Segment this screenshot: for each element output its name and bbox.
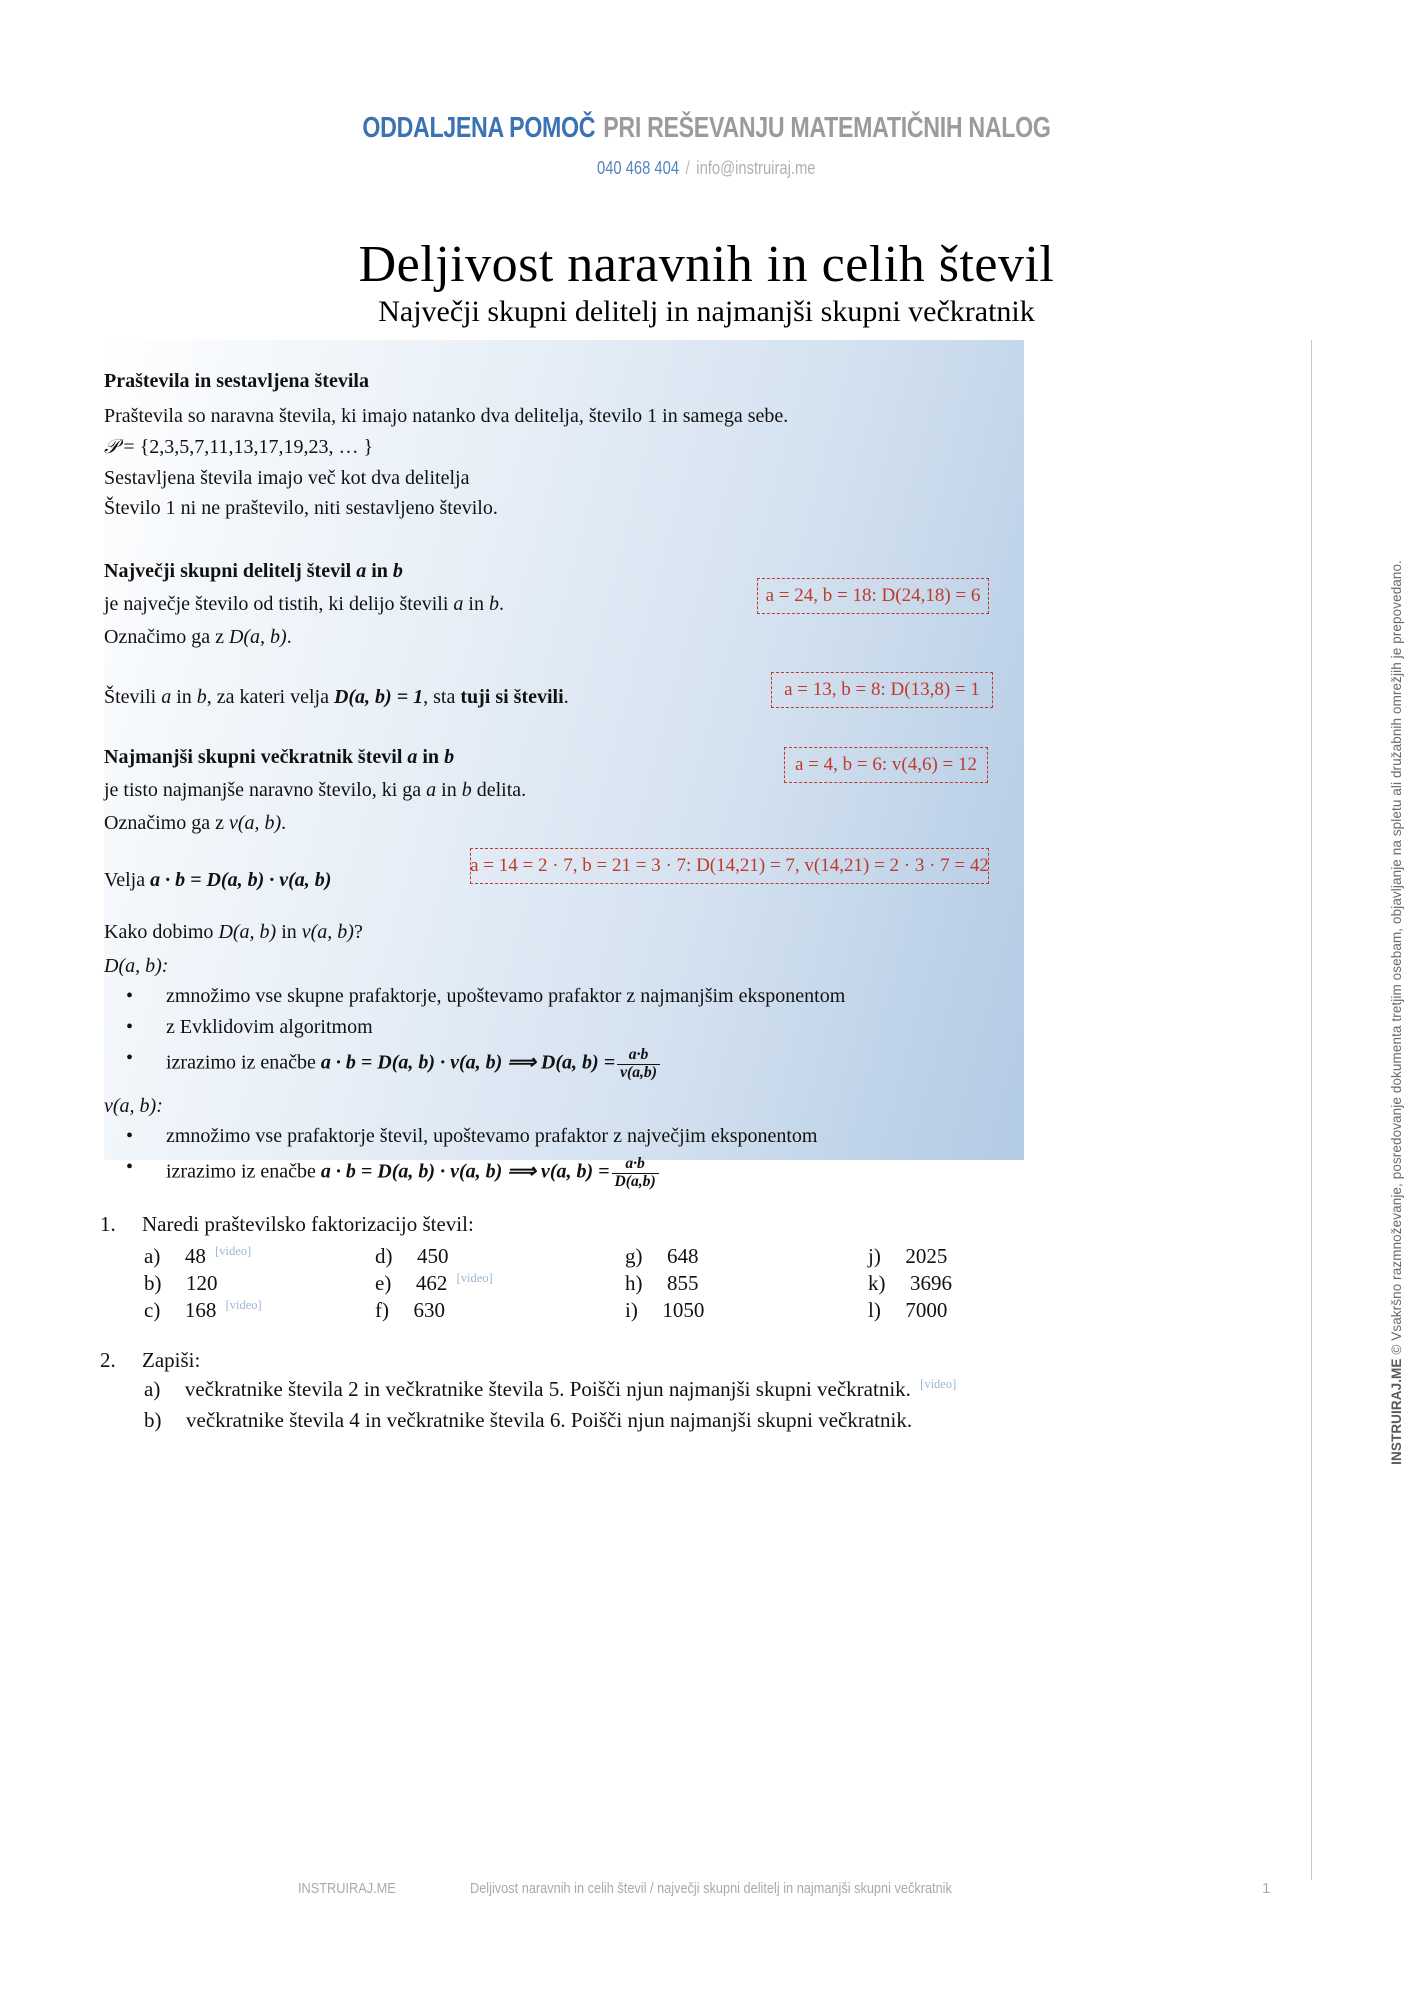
theory-line-lcm-def	[104, 776, 526, 804]
gcd-heading-in: in	[366, 560, 393, 582]
gcd-heading-b: b	[392, 560, 403, 582]
theory-line-coprime	[104, 683, 569, 711]
gcd-def-b: b	[488, 593, 499, 615]
exercise-1-item-i[interactable]	[625, 1298, 708, 1323]
coprime-in: in	[171, 686, 197, 708]
bullet-d-3-equation: a · b = D(a, b) · v(a, b) ⟹ D(a, b) =	[320, 1051, 616, 1074]
video-link[interactable]: [video]	[920, 1377, 957, 1391]
exercise-2-number: 2.	[100, 1348, 116, 1372]
theory-line-gcd-def	[104, 590, 504, 618]
coprime-pre: Števili	[104, 686, 162, 708]
exercise-2-item-a[interactable]	[144, 1377, 956, 1402]
theory-bullet-d-1: zmnožimo vse skupne prafaktorje, upoštevamo prafaktor z najmanjšim eksponentom	[166, 985, 846, 1007]
item-value: 3696	[910, 1271, 952, 1295]
theory-heading-primes: Praštevila in sestavljena števila	[104, 370, 369, 392]
theory-line-composite: Sestavljena števila imajo več kot dva delitelja	[104, 467, 470, 489]
coprime-end: .	[563, 686, 569, 708]
item-value: 48	[184, 1244, 206, 1268]
item-label: c)	[144, 1298, 161, 1322]
coprime-example-box: a = 13, b = 8: D(13,8) = 1	[771, 672, 993, 708]
exercise-1-item-a[interactable]	[144, 1244, 251, 1269]
bullet-d-3-pre: izrazimo iz enačbe	[166, 1051, 321, 1074]
video-link[interactable]: [video]	[456, 1271, 493, 1285]
item-value: 855	[667, 1271, 699, 1295]
bullet-d-3-fraction	[617, 1047, 660, 1082]
theory-label-d: D(a, b):	[104, 955, 169, 977]
lcm-def-a: a	[426, 779, 437, 801]
brand-name: ODDALJENA POMOČ	[362, 112, 596, 144]
theory-line-product-rule	[104, 866, 331, 894]
copyright-side-note	[1389, 560, 1404, 1465]
item-text: večkratnike števila 4 in večkratnike števila 6. Poišči njun najmanjši skupni večkratnik.	[186, 1408, 913, 1432]
item-label: b)	[144, 1408, 162, 1432]
item-label: l)	[868, 1298, 881, 1322]
item-value: 630	[413, 1298, 445, 1322]
item-label: j)	[868, 1244, 881, 1268]
item-value: 450	[417, 1244, 449, 1268]
brand-line	[141, 112, 1271, 145]
exercise-1-prompt: Naredi praštevilsko faktorizacijo števil:	[142, 1212, 474, 1236]
theory-line-how-question	[104, 918, 363, 946]
brand-tagline: PRI REŠEVANJU MATEMATIČNIH NALOG	[603, 112, 1051, 144]
theory-bullet-d-2: z Evklidovim algoritmom	[166, 1016, 373, 1038]
lcm-example-box: a = 4, b = 6: v(4,6) = 12	[784, 747, 988, 783]
theory-bullet-v-2	[166, 1156, 661, 1191]
item-label: h)	[625, 1271, 643, 1295]
item-label: b)	[144, 1271, 162, 1295]
gcd-heading-a: a	[356, 560, 367, 582]
contact-email[interactable]: info@instruiraj.me	[696, 158, 816, 178]
gcd-def-in: in	[463, 593, 489, 615]
page-subtitle: Največji skupni delitelj in najmanjši skupni večkratnik	[378, 294, 1035, 328]
theory-line-primes-def: Praštevila so naravna števila, ki imajo natanko dva delitelja, število 1 in samega sebe.	[104, 405, 789, 427]
theory-heading-gcd	[104, 557, 403, 585]
bullet-v-2-equation: a · b = D(a, b) · v(a, b) ⟹ v(a, b) =	[320, 1160, 610, 1183]
item-label: i)	[625, 1298, 638, 1322]
item-value: 120	[186, 1271, 218, 1295]
exercise-2-prompt: Zapiši:	[142, 1348, 201, 1372]
lcm-heading-in: in	[417, 746, 445, 768]
theory-label-v: v(a, b):	[104, 1095, 163, 1117]
exercise-1-item-c[interactable]	[144, 1298, 262, 1323]
exercise-1-item-d[interactable]	[375, 1244, 453, 1269]
site-brand-header	[0, 112, 1413, 145]
product-rule-math: a · b = D(a, b) · v(a, b)	[150, 869, 332, 891]
lcm-notation-end: .	[281, 812, 287, 834]
gcd-def-pre: je največje število od tistih, ki delijo števili	[104, 593, 454, 615]
bullet-icon: •	[126, 1016, 134, 1038]
bullet-icon: •	[126, 985, 134, 1007]
coprime-post: , sta	[423, 686, 461, 708]
lcm-heading-b: b	[444, 746, 455, 768]
gcd-example-box: a = 24, b = 18: D(24,18) = 6	[757, 578, 989, 614]
fraction-numerator: a·b	[628, 1046, 649, 1063]
item-text: večkratnike števila 2 in večkratnike števila 5. Poišči njun najmanjši skupni večkratnik.	[184, 1377, 911, 1401]
footer-page-number: 1	[1262, 1880, 1271, 1897]
coprime-term: tuji si števili	[460, 686, 564, 708]
theory-line-one: Število 1 ni ne praštevilo, niti sestavljeno število.	[104, 497, 498, 519]
gcd-notation-end: .	[286, 626, 292, 648]
copyright-brand: INSTRUIRAJ.ME	[1389, 1358, 1404, 1465]
exercise-1-item-h[interactable]	[625, 1271, 703, 1296]
prime-set-symbol: 𝒫	[104, 434, 119, 458]
how-math-d: D(a, b)	[218, 921, 277, 943]
lcm-def-pre: je tisto najmanjše naravno število, ki ga	[104, 779, 427, 801]
coprime-a: a	[161, 686, 172, 708]
how-end: ?	[353, 921, 363, 943]
lcm-notation-pre: Označimo ga z	[104, 812, 229, 834]
item-value: 1050	[662, 1298, 705, 1322]
lcm-def-b: b	[461, 779, 472, 801]
gcd-heading-pre: Največji skupni delitelj števil	[104, 560, 357, 582]
exercise-1-item-g[interactable]	[625, 1244, 703, 1269]
item-label: d)	[375, 1244, 393, 1268]
item-label: a)	[144, 1244, 161, 1268]
theory-line-prime-set	[104, 432, 373, 461]
page-title: Deljivost naravnih in celih števil	[358, 235, 1055, 293]
gcd-notation-math: D(a, b)	[228, 626, 287, 648]
exercise-1-item-l[interactable]	[868, 1298, 951, 1323]
lcm-notation-math: v(a, b)	[228, 812, 282, 834]
video-link[interactable]: [video]	[215, 1244, 252, 1258]
gcd-def-end: .	[498, 593, 504, 615]
theory-bullet-v-1: zmnožimo vse prafaktorje števil, upoštevamo prafaktor z največjim eksponentom	[166, 1125, 818, 1147]
bullet-v-2-pre: izrazimo iz enačbe	[166, 1160, 321, 1183]
item-label: f)	[375, 1298, 389, 1322]
video-link[interactable]: [video]	[225, 1298, 262, 1312]
bullet-icon: •	[126, 1125, 134, 1147]
coprime-mid: , za kateri velja	[206, 686, 334, 708]
how-pre: Kako dobimo	[104, 921, 219, 943]
exercise-1-item-j[interactable]	[868, 1244, 951, 1269]
item-label: e)	[375, 1271, 392, 1295]
lcm-def-end: delita.	[471, 779, 527, 801]
theory-bullet-d-3	[166, 1047, 662, 1082]
item-label: k)	[868, 1271, 886, 1295]
bullet-v-2-fraction	[612, 1156, 659, 1191]
gcd-def-a: a	[453, 593, 464, 615]
exercise-1-item-f[interactable]	[375, 1298, 449, 1323]
item-value: 648	[667, 1244, 699, 1268]
theory-line-lcm-notation	[104, 809, 286, 837]
item-value: 7000	[905, 1298, 948, 1322]
coprime-equation: D(a, b) = 1	[333, 686, 424, 708]
bullet-icon: •	[126, 1156, 134, 1178]
footer-document-title: Deljivost naravnih in celih števil / največji skupni delitelj in najmanjši skupni večkratnik	[470, 1880, 952, 1897]
item-value: 168	[184, 1298, 217, 1322]
fraction-denominator: v(a,b)	[617, 1064, 660, 1082]
lcm-def-in: in	[436, 779, 462, 801]
fraction-numerator: a·b	[625, 1155, 645, 1172]
copyright-text: © Vsakršno razmnoževanje, posredovanje dokumenta tretjim osebam, objavljanje na spletu ali družabnih omrežjih je prepovedano.	[1389, 560, 1404, 1359]
exercise-2-item-b[interactable]	[144, 1408, 916, 1433]
contact-line	[0, 158, 1413, 179]
item-label: a)	[144, 1377, 161, 1401]
bullet-icon: •	[126, 1047, 134, 1069]
contact-phone[interactable]: 040 468 404	[597, 158, 680, 178]
how-mid: in	[276, 921, 302, 943]
combined-example-box: a = 14 = 2 · 7, b = 21 = 3 · 7: D(14,21) = 7, v(14,21) = 2 · 3 · 7 = 42	[470, 848, 989, 884]
product-rule-pre: Velja	[104, 869, 151, 891]
contact-separator: /	[685, 158, 691, 178]
item-value: 462	[415, 1271, 448, 1295]
exercise-1-number: 1.	[100, 1212, 116, 1236]
lcm-heading-pre: Najmanjši skupni večkratnik števil	[104, 746, 408, 768]
item-label: g)	[625, 1244, 643, 1268]
theory-heading-lcm	[104, 743, 454, 771]
prime-set-values: = {2,3,5,7,11,13,17,19,23, … }	[123, 436, 374, 458]
exercise-1-item-k[interactable]	[868, 1271, 956, 1296]
fraction-denominator: D(a,b)	[612, 1173, 659, 1191]
exercise-1-item-b[interactable]	[144, 1271, 222, 1296]
theory-line-gcd-notation	[104, 623, 292, 651]
lcm-heading-a: a	[407, 746, 418, 768]
right-vertical-divider	[1311, 340, 1312, 1880]
coprime-b: b	[196, 686, 207, 708]
item-value: 2025	[905, 1244, 948, 1268]
how-math-v: v(a, b)	[301, 921, 354, 943]
gcd-notation-pre: Označimo ga z	[104, 626, 229, 648]
exercise-1-item-e[interactable]	[375, 1271, 493, 1296]
footer-brand: INSTRUIRAJ.ME	[298, 1880, 396, 1897]
